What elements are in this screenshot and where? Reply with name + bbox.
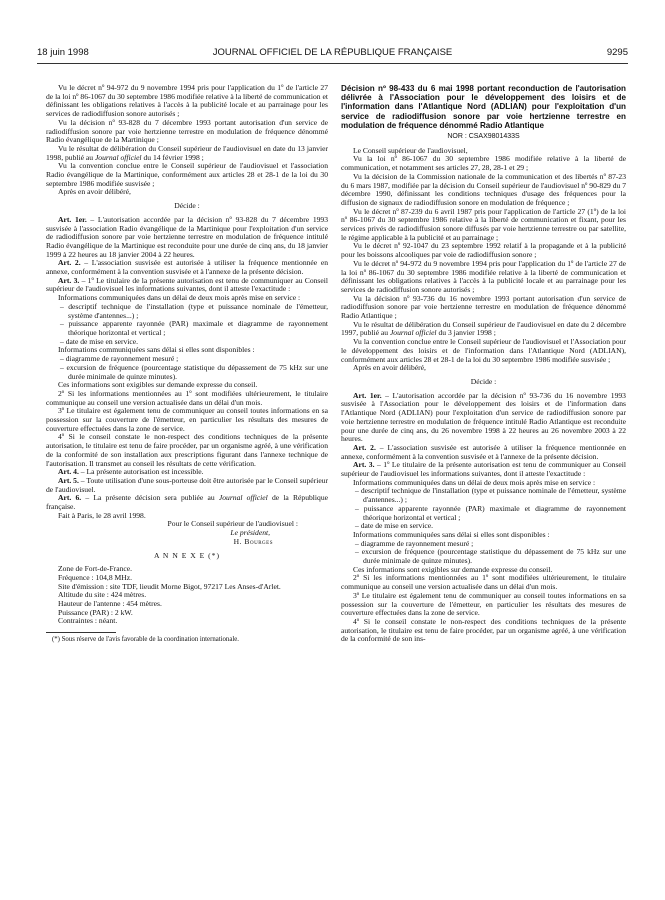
left-info-1: Informations communiquées dans un délai de deux mois après mise en service : <box>58 293 301 303</box>
page-header <box>37 47 628 61</box>
right-column <box>341 84 626 644</box>
right-decide: Décide : <box>470 377 497 386</box>
right-para-4: 4º Si le conseil constate le non-respect des conditions techniques de la présente autorisation, le titulaire est tenu de faire procéder, par un organisme agréé, à une vérification de la conformité de son ins- <box>341 616 626 644</box>
left-deliberated: Après en avoir délibéré, <box>58 187 131 197</box>
left-article-1: Art. 1er. – L'autorisation accordée par la décision nº 93-828 du 7 décembre 1993 susvisée à l'association Radio évangélique de la Martinique pour l'exploitation d'un service de radiodiffusion sonore par voie hertzienne terrestre en modulation de fréquence intitulé Radio évangélique de la Martinique est reconduite pour une durée de cinq ans, du 18 janvier 1999 à 22 heures au 18 janvier 2004 à 22 heures. <box>46 214 329 259</box>
left-annexe-title: A N N E X E (*) <box>153 550 221 560</box>
left-article-4: Art. 4. – La présente autorisation est incessible. <box>58 467 204 477</box>
left-president: Le président, <box>230 528 270 538</box>
right-visa-decree-1987: Vu le décret nº 87-239 du 6 avril 1987 pris pour l'application de l'article 27 (1º) de la loi nº 86-1067 du 30 septembre 1986 relative à la liberté de communication et fixant, pour les services privés de radiodiffusion sonore diffusés par voie hertzienne terrestre ou par satellite, le régime applicable à la publicité et au parrainage ; <box>341 206 626 242</box>
right-info-1: Informations communiquées dans un délai de deux mois après mise en service : <box>353 477 596 487</box>
left-article-2: Art. 2. – L'association susvisée est autorisée à utiliser la fréquence mentionnée en annexe, conformément à la convention susvisée et à l'annexe de la présente décision. <box>46 258 328 277</box>
left-annexe-frequency: Fréquence : 104,8 MHz. <box>58 572 133 582</box>
left-article-6: Art. 6. – La présente décision sera publiée au Journal officiel de la République française. <box>46 493 328 512</box>
right-bullet-2: – puissance apparente rayonnée (PAR) maximale et diagramme de rayonnement théorique horizontal et vertical ; <box>355 503 626 522</box>
left-annexe-constraints: Contraintes : néant. <box>58 616 118 626</box>
right-article-2: Art. 2. – L'association susvisée est autorisée à utiliser la fréquence mentionnée en annexe, conformément à la convention susvisée et à l'annexe de la présente décision. <box>341 442 626 461</box>
right-visa-cncl: Vu la décision de la Commission nationale de la communication et des libertés nº 87-23 du 6 mars 1987, modifiée par la décision du Conseil supérieur de l'audiovisuel nº 90-829 du 7 décembre 1990, définissant les conditions techniques d'usage des fréquences pour la diffusion de signaux de radiodiffusion sonore en modulation de fréquence ; <box>341 171 626 207</box>
left-visa-decision: Vu la décision nº 93-828 du 7 décembre 1993 portant autorisation d'un service de radiodiffusion sonore par voie hertzienne terrestre en modulation de fréquence dénommé Radio évangélique de la Martinique ; <box>46 117 328 145</box>
left-article-3: Art. 3. – 1º Le titulaire de la présente autorisation est tenu de communiquer au Conseil supérieur de l'audiovisuel les informations suivantes, dont il atteste l'exactitude : <box>46 275 328 294</box>
left-para-2: 2º Si les informations mentionnées au 1º sont modifiées ultérieurement, le titulaire communique au conseil une version actualisée dans un délai d'un mois. <box>46 388 328 407</box>
header-journal-title: JOURNAL OFFICIEL DE LA RÉPUBLIQUE FRANÇAISE <box>212 47 453 58</box>
right-para-2: 2º Si les informations mentionnées au 1º sont modifiées ultérieurement, le titulaire communique au conseil une version actualisée dans un délai d'un mois. <box>341 573 626 592</box>
left-para-4: 4º Si le conseil constate le non-respect des conditions techniques de la présente autorisation, le titulaire est tenu de faire procéder, par un organisme agréé, à une vérification de la conformité de son installation aux prescriptions figurant dans l'annexe technique de l'autorisation. Il transmet au conseil les résultats de cette vérification. <box>46 432 328 468</box>
header-page-number: 9295 <box>606 47 628 58</box>
left-para-3: 3º Le titulaire est également tenu de communiquer au conseil toutes informations en sa possession sur la couverture de l'émetteur, en particulier les résultats des mesures de couverture effectuées dans la zone de service. <box>46 406 328 433</box>
left-bullet-4: – diagramme de rayonnement mesuré ; <box>60 354 179 364</box>
right-visa-law: Vu la loi nº 86-1067 du 30 septembre 1986 modifiée relative à la liberté de communication, et notamment ses articles 27, 28, 28-1 et 29 ; <box>341 154 626 173</box>
right-deliberated: Après en avoir délibéré, <box>353 363 426 373</box>
header-rule <box>37 63 628 64</box>
right-nor: NOR : CSAX9801433S <box>447 133 520 141</box>
right-article-3: Art. 3. – 1º Le titulaire de la présente autorisation est tenu de communiquer au Conseil supérieur de l'audiovisuel les informations suivantes, dont il atteste l'exactitude : <box>341 460 626 479</box>
right-decision-title: Décision nº 98-433 du 6 mai 1998 portant reconduction de l'autorisation délivrée à l'Association pour le développement des loisirs et de l'information dans l'Atlantique Nord (ADLIAN) pour l'exploitation d'un service de radiodiffusion sonore par voie hertzienne terrestre en modulation de fréquence dénommé Radio Atlantique <box>341 84 626 130</box>
right-visa-convention: Vu la convention conclue entre le Conseil supérieur de l'audiovisuel et l'Association pour le développement des loisirs et de l'information dans l'Atlantique Nord (ADLIAN), conformément aux articles 28 et 28-1 de la loi du 30 septembre 1986 modifiée susvisée ; <box>341 337 626 364</box>
right-council: Le Conseil supérieur de l'audiovisuel, <box>353 145 468 155</box>
right-bullet-5: – excursion de fréquence (pourcentage statistique du dépassement de 75 kHz sur une durée minimale de quinze minutes). <box>355 547 626 566</box>
right-visa-decree-1992: Vu le décret nº 92-1047 du 23 septembre 1992 relatif à la propagande et à la publicité pour les boissons alcooliques par voie de radiodiffusion sonore ; <box>341 241 626 260</box>
header-date: 18 juin 1998 <box>37 47 89 58</box>
left-decide: Décide : <box>174 201 200 211</box>
left-article-5: Art. 5. – Toute utilisation d'une sous-porteuse doit être autorisée par le Conseil supérieur de l'audiovisuel. <box>46 475 329 494</box>
left-info-3: Ces informations sont exigibles sur demande expresse du conseil. <box>58 380 258 390</box>
footnote-rule <box>46 632 116 633</box>
right-visa-deliberation: Vu le résultat de délibération du Conseil supérieur de l'audiovisuel en date du 2 décembre 1997, publié au Journal officiel du 3 janvier 1998 ; <box>341 319 626 338</box>
right-info-3: Ces informations sont exigibles sur demande expresse du conseil. <box>353 564 553 574</box>
left-bullet-3: – date de mise en service. <box>60 336 139 346</box>
right-info-2: Informations communiquées sans délai si elles sont disponibles : <box>353 529 550 539</box>
left-fait: Fait à Paris, le 28 avril 1998. <box>58 510 146 520</box>
left-footnote: (*) Sous réserve de l'avis favorable de la coordination internationale. <box>52 636 239 644</box>
left-visa-decree: Vu le décret nº 94-972 du 9 novembre 1994 pris pour l'application du 1º de l'article 27 de la loi nº 86-1067 du 30 septembre 1986 modifiée relative à la liberté de communication et définissant les obligations relatives à l'accès à la publicité locale et au parrainage pour les services de radiodiffusion sonore autorisés ; <box>46 83 328 119</box>
left-annexe-power: Puissance (PAR) : 2 kW. <box>58 607 133 617</box>
left-bullet-5: – excursion de fréquence (pourcentage statistique du dépassement de 75 kHz sur une durée minimale de quinze minutes). <box>60 362 328 381</box>
left-signatory: H. Bourges <box>233 536 273 546</box>
right-visa-decision: Vu la décision nº 93-736 du 16 novembre 1993 portant autorisation d'un service de radiodiffusion sonore par voie hertzienne terrestre en modulation de fréquence dénommé Radio Atlantique ; <box>341 293 626 321</box>
right-visa-decree-1994: Vu le décret nº 94-972 du 9 novembre 1994 pris pour l'application du 1º de l'article 27 de la loi nº 86-1067 du 30 septembre 1986 modifiée relative à la liberté de communication et définissant les obligations relatives à l'accès à la publicité locale et au parrainage pour les services de radiodiffusion sonore autorisés ; <box>341 258 626 294</box>
right-bullet-3: – date de mise en service. <box>355 521 434 531</box>
right-bullet-1: – descriptif technique de l'installation (type et puissance nominale de l'émetteur, système d'antennes...) ; <box>355 486 626 505</box>
right-para-3: 3º Le titulaire est également tenu de communiquer au conseil toutes informations en sa possession sur la couverture de l'émetteur, en particulier les résultats des mesures de couverture effectuées dans la zone de service. <box>341 590 626 618</box>
left-annexe-altitude: Altitude du site : 424 mètres. <box>58 590 147 600</box>
left-column <box>46 84 328 644</box>
left-pour: Pour le Conseil supérieur de l'audiovisuel : <box>167 519 298 529</box>
left-visa-deliberation: Vu le résultat de délibération du Conseil supérieur de l'audiovisuel en date du 13 janvier 1998, publié au Journal officiel du 14 février 1998 ; <box>46 143 328 162</box>
left-bullet-2: – puissance apparente rayonnée (PAR) maximale et diagramme de rayonnement théorique horizontal et vertical ; <box>60 319 328 337</box>
left-bullet-1: – descriptif technique de l'installation (type et puissance nominale de l'émetteur, système d'antennes...) ; <box>60 301 328 320</box>
left-annexe-zone: Zone de Fort-de-France. <box>58 564 133 574</box>
left-info-2: Informations communiquées sans délai si elles sont disponibles : <box>58 345 255 355</box>
left-annexe-height: Hauteur de l'antenne : 454 mètres. <box>58 599 162 609</box>
left-visa-convention: Vu la convention conclue entre le Conseil supérieur de l'audiovisuel et l'association Radio évangélique de la Martinique, conformément aux articles 28 et 28-1 de la loi du 30 septembre 1986 modifiée susvisée ; <box>46 161 328 188</box>
left-annexe-site: Site d'émission : site TDF, lieudit Morne Bigot, 97217 Les Anses-d'Arlet. <box>58 581 281 591</box>
right-bullet-4: – diagramme de rayonnement mesuré ; <box>355 538 474 548</box>
right-article-1: Art. 1er. – L'autorisation accordée par la décision nº 93-736 du 16 novembre 1993 susvisée à l'Association pour le développement des loisirs et de l'information dans l'Atlantique Nord (ADLIAN) pour l'exploitation d'un service de radiodiffusion sonore par voie hertzienne terrestre en modulation de fréquence intitulé Radio Atlantique est reconduite pour une durée de cinq ans, du 26 novembre 1998 à 22 heures au 26 novembre 2003 à 22 heures. <box>341 390 626 444</box>
